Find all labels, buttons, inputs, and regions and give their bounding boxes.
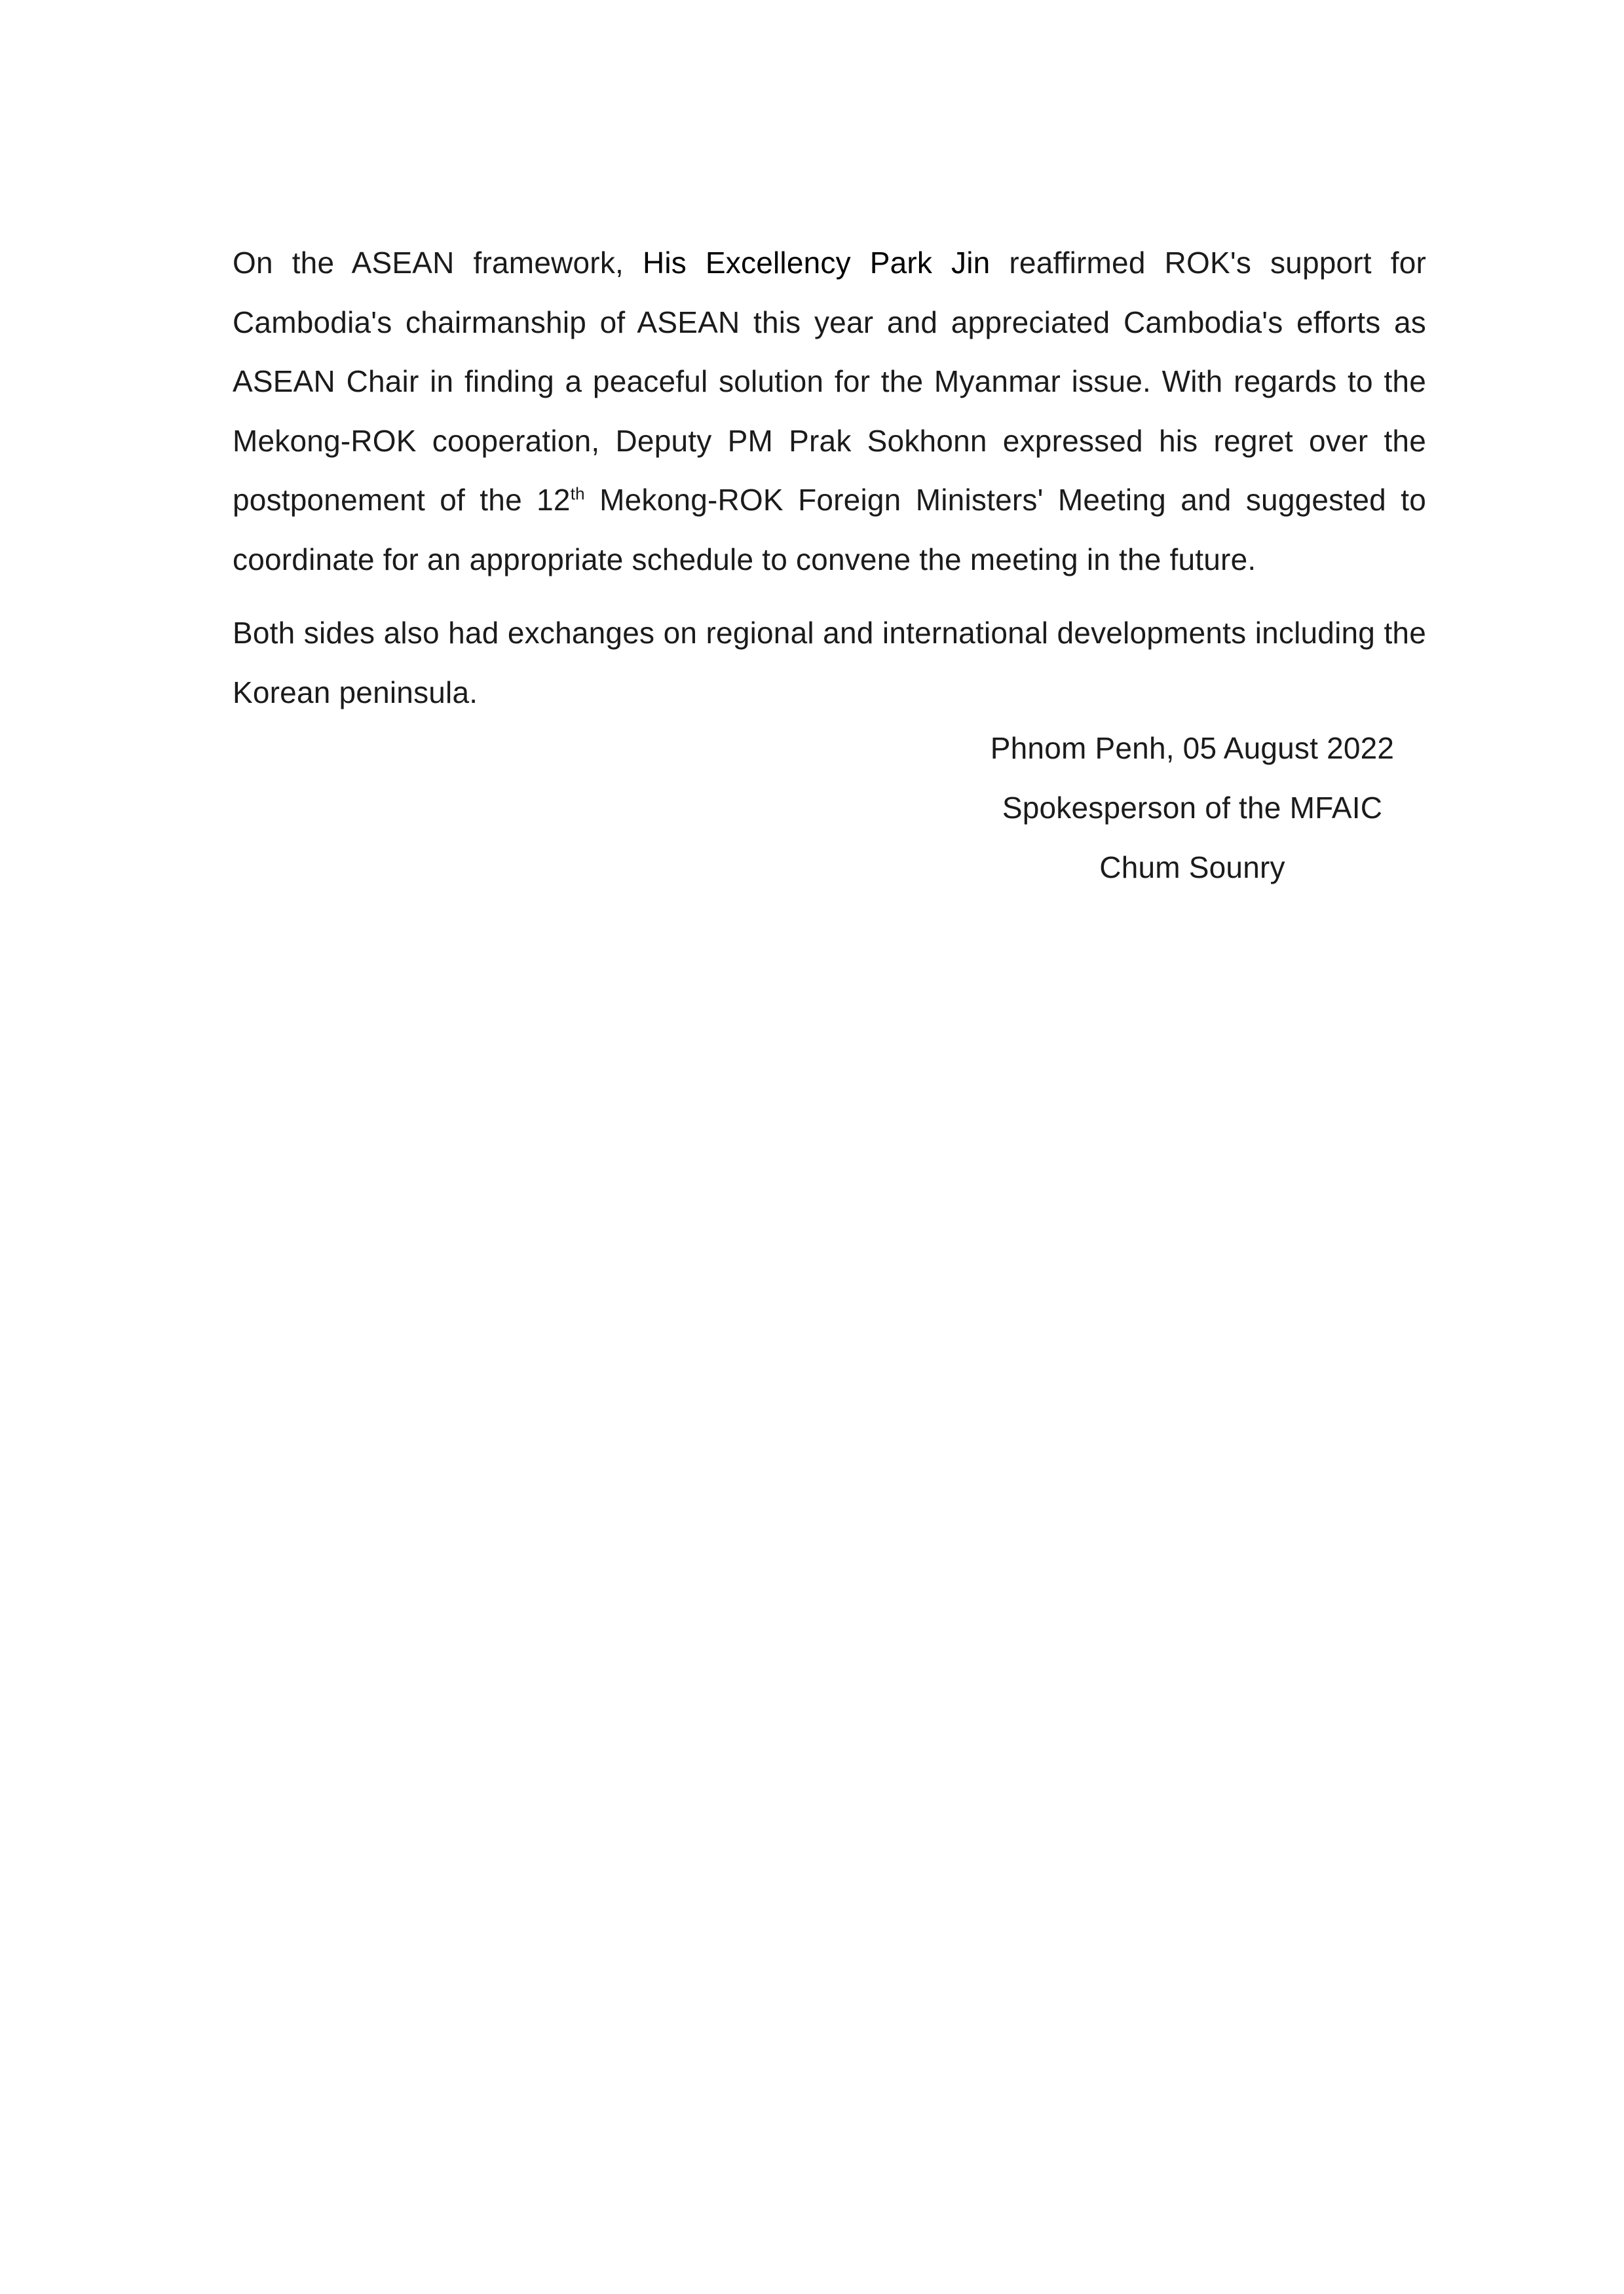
paragraph-1-text-middle: reaffirmed ROK's support for Cambodia's chairmanship of ASEAN this year and appreciated Cambodia's efforts as ASEAN Chair in finding a peaceful solution for the Myanmar issue. With regards to the Mekong-ROK cooperation, Deputy PM Prak Sokhonn expressed his regret over the postponement of the 12 [233, 246, 1427, 517]
paragraph-1-text-end: Mekong-ROK Foreign Ministers' Meeting and suggested to coordinate for an appropriate schedule to convene the meeting in the future. [233, 483, 1426, 576]
place-date: Phnom Penh, 05 August 2022 [990, 731, 1395, 765]
paragraph-1-text-start: On the ASEAN framework, [233, 246, 643, 280]
ordinal-superscript: th [570, 483, 585, 504]
person-name-park-jin: His Excellency Park Jin [642, 246, 991, 280]
paragraph-regional-developments: Both sides also had exchanges on regional and international developments including the Korean peninsula. [233, 616, 1426, 709]
document-body [233, 233, 1426, 722]
signature-block [956, 719, 1428, 897]
spokesperson-title: Spokesperson of the MFAIC [1002, 791, 1383, 825]
spokesperson-name: Chum Sounry [1099, 850, 1285, 884]
paragraph-asean-framework [233, 233, 1426, 589]
